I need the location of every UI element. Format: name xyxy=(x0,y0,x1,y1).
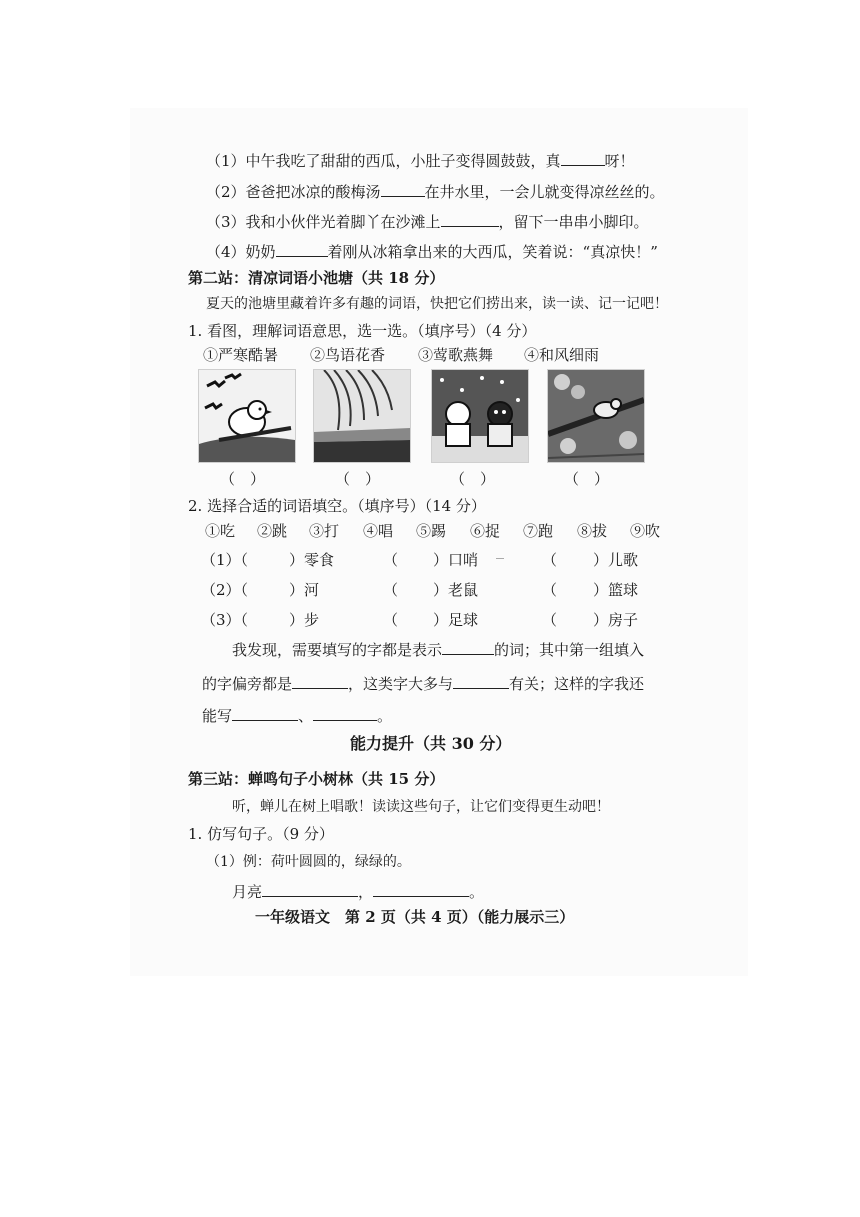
imitate-sentence xyxy=(232,882,484,902)
answer-blank[interactable] xyxy=(262,882,358,897)
choice-5: ⑤踢 xyxy=(416,522,447,540)
sentence-4 xyxy=(206,242,658,262)
finding-text-6: 能写 xyxy=(202,707,233,725)
row-1-item-2[interactable]: ）口哨 xyxy=(433,551,479,569)
picture-answer-2[interactable]: （ ） xyxy=(335,470,381,488)
choice-4: ④唱 xyxy=(363,522,394,540)
station-3-title: 第三站：蝉鸣句子小树林（共 15 分） xyxy=(188,770,445,788)
row-3-number: （3）（ xyxy=(201,611,249,629)
finding-end: 。 xyxy=(377,707,393,725)
finding-text-1: 我发现，需要填写的字都是表示 xyxy=(232,641,443,659)
row-1-number: （1）（ xyxy=(201,551,249,569)
faint-mark xyxy=(496,558,504,559)
finding-text-5: 有关；这样的字我还 xyxy=(509,675,645,693)
sentence-4-text: （4）奶奶 xyxy=(206,243,276,261)
snow-icon xyxy=(432,370,528,462)
imitate-end: 。 xyxy=(469,883,485,901)
swallows-and-bird-picture xyxy=(198,369,296,463)
imitate-start: 月亮 xyxy=(232,883,263,901)
finding-line-2 xyxy=(202,674,644,694)
choice-6: ⑥捉 xyxy=(470,522,501,540)
row-2-item-2[interactable]: ）老鼠 xyxy=(433,581,479,599)
choice-2: ②跳 xyxy=(257,522,288,540)
answer-blank[interactable] xyxy=(441,212,499,227)
answer-blank[interactable] xyxy=(453,674,509,689)
sentence-2-end: 在井水里，一会儿就变得凉丝丝的。 xyxy=(424,183,665,201)
finding-line-3 xyxy=(202,706,392,726)
answer-blank[interactable] xyxy=(232,706,298,721)
finding-text-4: ，这类字大多与 xyxy=(348,675,454,693)
branch-bird-icon xyxy=(548,370,644,462)
answer-blank[interactable] xyxy=(381,182,425,197)
finding-sep: 、 xyxy=(298,707,314,725)
row-3-open-3: （ xyxy=(542,611,558,629)
choice-3: ③打 xyxy=(309,522,340,540)
sentence-4-end: 着刚从冰箱拿出来的大西瓜，笑着说：“真凉快！” xyxy=(327,243,658,261)
bird-icon xyxy=(199,370,295,462)
row-1-open-2: （ xyxy=(383,551,399,569)
row-2-number: （2）（ xyxy=(201,581,249,599)
page-footer: 一年级语文 第 2 页（共 4 页）（能力展示三） xyxy=(255,908,575,926)
choice-9: ⑨吹 xyxy=(630,522,661,540)
answer-blank[interactable] xyxy=(292,674,348,689)
row-3-open-2: （ xyxy=(383,611,399,629)
example-sentence: （1）例：荷叶圆圆的，绿绿的。 xyxy=(206,854,411,870)
finding-text-2: 的词；其中第一组填入 xyxy=(494,641,645,659)
question-1-prompt: 1. 看图，理解词语意思，选一选。（填序号）（4 分） xyxy=(188,322,537,340)
picture-answer-3[interactable]: （ ） xyxy=(450,470,496,488)
station-2-intro: 夏天的池塘里藏着许多有趣的词语，快把它们捞出来，读一读、记一记吧！ xyxy=(206,296,668,312)
sentence-1-end: 呀！ xyxy=(604,152,635,170)
station-3-q1-prompt: 1. 仿写句子。（9 分） xyxy=(188,825,334,843)
answer-blank[interactable] xyxy=(313,706,377,721)
imitate-comma: ， xyxy=(358,883,374,901)
question-2-prompt: 2. 选择合适的词语填空。（填序号）（14 分） xyxy=(188,497,486,515)
option-2: ②鸟语花香 xyxy=(310,346,386,364)
picture-answer-4[interactable]: （ ） xyxy=(564,470,610,488)
sentence-2 xyxy=(206,182,665,202)
option-3: ③莺歌燕舞 xyxy=(418,346,494,364)
row-3-item-1[interactable]: ）步 xyxy=(289,611,320,629)
sentence-2-text: （2）爸爸把冰凉的酸梅汤 xyxy=(206,183,381,201)
option-4: ④和风细雨 xyxy=(524,346,600,364)
option-1: ①严寒酷暑 xyxy=(203,346,279,364)
sentence-1 xyxy=(206,151,635,171)
sentence-3 xyxy=(206,212,649,232)
answer-blank[interactable] xyxy=(561,151,605,166)
sentence-3-text: （3）我和小伙伴光着脚丫在沙滩上 xyxy=(206,213,441,231)
row-3-item-3[interactable]: ）房子 xyxy=(593,611,639,629)
picture-answer-1[interactable]: （ ） xyxy=(220,470,266,488)
row-2-item-3[interactable]: ）篮球 xyxy=(593,581,639,599)
snow-children-picture xyxy=(431,369,529,463)
choice-1: ①吃 xyxy=(205,522,236,540)
row-1-item-3[interactable]: ）儿歌 xyxy=(593,551,639,569)
row-1-item-1[interactable]: ）零食 xyxy=(289,551,335,569)
answer-blank[interactable] xyxy=(276,242,328,257)
station-2-title: 第二站：清凉词语小池塘（共 18 分） xyxy=(188,269,445,287)
row-3-item-2[interactable]: ）足球 xyxy=(433,611,479,629)
finding-line-1 xyxy=(232,640,644,660)
choice-7: ⑦跑 xyxy=(523,522,554,540)
row-2-item-1[interactable]: ）河 xyxy=(289,581,320,599)
row-2-open-2: （ xyxy=(383,581,399,599)
finding-text-3: 的字偏旁都是 xyxy=(202,675,293,693)
row-1-open-3: （ xyxy=(542,551,558,569)
sentence-1-text: （1）中午我吃了甜甜的西瓜，小肚子变得圆鼓鼓，真 xyxy=(206,152,561,170)
willow-and-lake-picture xyxy=(313,369,411,463)
answer-blank[interactable] xyxy=(373,882,469,897)
willow-icon xyxy=(314,370,410,462)
row-2-open-3: （ xyxy=(542,581,558,599)
answer-blank[interactable] xyxy=(442,640,494,655)
section-heading: 能力提升（共 30 分） xyxy=(350,734,512,753)
choice-8: ⑧拔 xyxy=(577,522,608,540)
sentence-3-end: ，留下一串串小脚印。 xyxy=(498,213,649,231)
worksheet-page xyxy=(130,108,748,976)
bird-on-branch-picture xyxy=(547,369,645,463)
station-3-intro: 听，蝉儿在树上唱歌！读读这些句子，让它们变得更生动吧！ xyxy=(232,799,610,815)
